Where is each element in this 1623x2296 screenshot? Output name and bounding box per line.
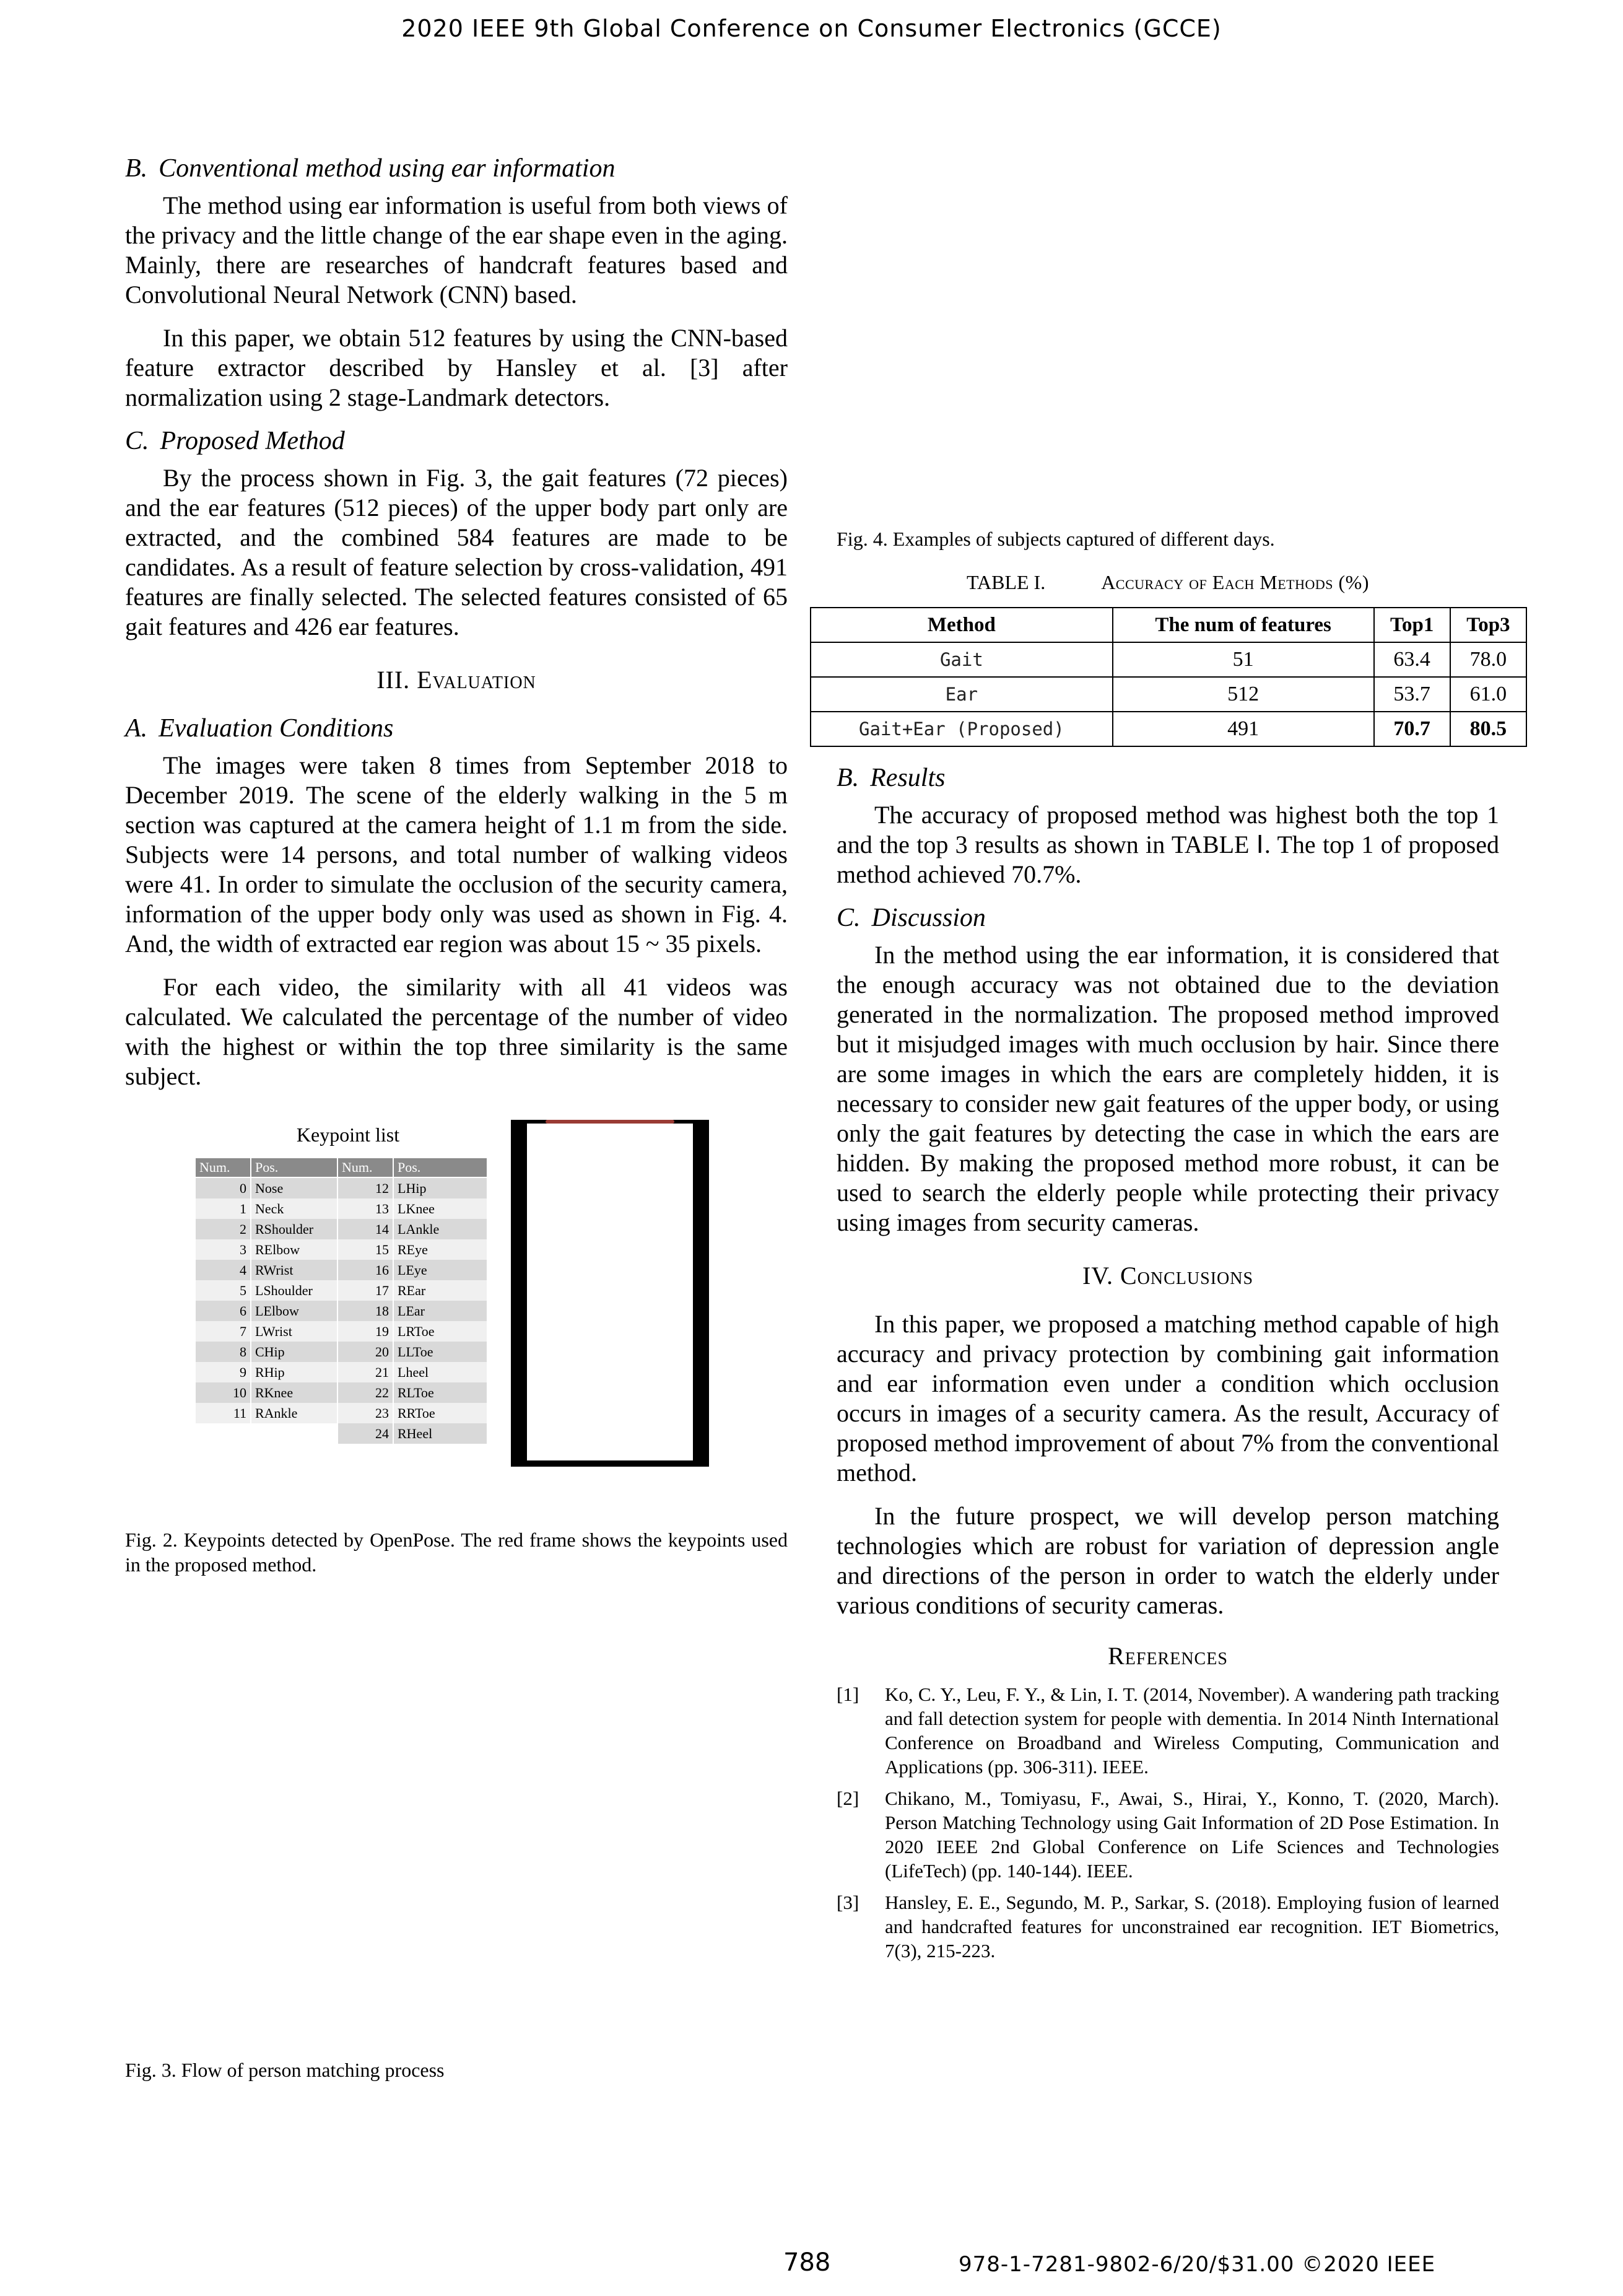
section-b-paragraph-1: The method using ear information is useful from both views of the privacy and the little change of the ear shape even in the aging. Mainly, there are researches of handcraft features based and Convolutional Neural Network (CNN) based. (125, 191, 788, 308)
keypoint-row (337, 1239, 487, 1260)
section-a-paragraph-1: The images were taken 8 times from September 2018 to December 2019. The scene of the elderly walking in the 5 m section was captured at the camera height of 1.1 m from the side. Subjects were 14 persons, and total number of walking videos were 41. In order to simulate the occlusion of the security camera, information of the upper body only was used as shown in Fig. 4. And, the width of extracted ear region was about 15 ~ 35 pixels. (125, 751, 788, 958)
keypoint-row (337, 1321, 487, 1342)
table-cell: 80.5 (1450, 712, 1526, 746)
figure-2 (125, 1122, 788, 1519)
table-row (811, 677, 1526, 712)
section-b-paragraph-2: In this paper, we obtain 512 features by using the CNN-based feature extractor described by Hansley et al. [3] after normalization using 2 stage-Landmark detectors. (125, 324, 788, 411)
keypoint-pos: RLToe (393, 1382, 487, 1403)
figure-4-caption: Fig. 4. Examples of subjects captured of different days. (837, 528, 1275, 550)
keypoint-row (195, 1219, 345, 1239)
keypoint-num: 20 (337, 1342, 393, 1362)
section-conclusions-title: IV. Conclusions (1082, 1262, 1254, 1290)
keypoint-row (195, 1382, 345, 1403)
keypoint-pos: CHip (251, 1342, 345, 1362)
figure-3-caption: Fig. 3. Flow of person matching process (125, 2059, 445, 2081)
figure-4-image-area (837, 142, 1499, 526)
keypoint-num: 1 (195, 1198, 251, 1219)
keypoint-num: 18 (337, 1301, 393, 1321)
keypoint-table-left (194, 1157, 346, 1423)
section-results-heading: B. Results (837, 764, 946, 792)
keypoint-pos: RHeel (393, 1423, 487, 1444)
table-cell: Gait (811, 642, 1113, 677)
keypoint-pos: LLToe (393, 1342, 487, 1362)
reference-number: [2] (837, 1787, 859, 1809)
keypoint-num: 7 (195, 1321, 251, 1342)
table-cell: 491 (1113, 712, 1374, 746)
section-discussion-heading: C. Discussion (837, 904, 986, 932)
keypoint-pos: RShoulder (251, 1219, 345, 1239)
keypoint-row (337, 1260, 487, 1280)
keypoint-num: 12 (337, 1177, 393, 1198)
reference-text: Ko, C. Y., Leu, F. Y., & Lin, I. T. (2014, November). A wandering path tracking and fall detection system for people with dementia. In 2014 Ninth International Conference on Broadband and Wireless Computing, Communication and Applications (pp. 306-311). IEEE. (885, 1683, 1499, 1778)
section-a-paragraph-2: For each video, the similarity with all 41 videos was calculated. We calculated the percentage of the number of video with the highest or within the top three similarity is the same subject. (125, 973, 788, 1090)
keypoint-col-pos: Pos. (251, 1158, 345, 1177)
keypoint-row (195, 1342, 345, 1362)
table-header-cell: Method (811, 608, 1113, 642)
table-row (811, 712, 1526, 746)
keypoint-row (195, 1260, 345, 1280)
keypoint-num: 2 (195, 1219, 251, 1239)
table-row (811, 642, 1526, 677)
keypoint-pos: RKnee (251, 1382, 345, 1403)
keypoint-num: 17 (337, 1280, 393, 1301)
page-number: 788 (783, 2248, 831, 2277)
keypoint-num: 6 (195, 1301, 251, 1321)
keypoint-pos: LShoulder (251, 1280, 345, 1301)
keypoint-row (337, 1198, 487, 1219)
reference-number: [1] (837, 1683, 859, 1705)
keypoint-row (195, 1301, 345, 1321)
conclusions-paragraph-2: In the future prospect, we will develop person matching technologies which are robust for variation of depression angle and directions of the person in order to watch the elderly under various conditions of security cameras. (837, 1502, 1499, 1619)
keypoint-pos: LAnkle (393, 1219, 487, 1239)
keypoint-row (337, 1362, 487, 1382)
openpose-figure-image (511, 1120, 709, 1467)
section-c-paragraph-1: By the process shown in Fig. 3, the gait features (72 pieces) and the ear features (512 pieces) of the upper body part only are extracted, and the combined 584 features are made to be candidates. As a result of feature selection by cross-validation, 491 features are finally selected. The selected features consisted of 65 gait features and 426 ear features. (125, 464, 788, 640)
keypoint-col-pos: Pos. (393, 1158, 487, 1177)
keypoint-pos: Neck (251, 1198, 345, 1219)
keypoint-row (195, 1321, 345, 1342)
keypoint-pos: LEye (393, 1260, 487, 1280)
keypoint-row (337, 1423, 487, 1444)
red-frame-marker (546, 1120, 674, 1124)
keypoint-pos: Nose (251, 1177, 345, 1198)
keypoint-row (337, 1280, 487, 1301)
keypoint-pos: LKnee (393, 1198, 487, 1219)
keypoint-row (337, 1219, 487, 1239)
keypoint-num: 23 (337, 1403, 393, 1423)
keypoint-num: 16 (337, 1260, 393, 1280)
keypoint-row (195, 1198, 345, 1219)
reference-text: Chikano, M., Tomiyasu, F., Awai, S., Hirai, Y., Konno, T. (2020, March). Person Matching Technology using Gait Information of 2D Pose Estimation. In 2020 IEEE 2nd Global Conference on Life Sciences and Technologies (LifeTech) (pp. 140-144). IEEE. (885, 1787, 1499, 1882)
keypoint-table-right (337, 1157, 488, 1444)
conclusions-paragraph-1: In this paper, we proposed a matching method capable of high accuracy and privacy protection by combining gait information and ear information even under a condition which occlusion occurs in images of a security camera. As the result, Accuracy of proposed method improvement of about 7% from the conventional method. (837, 1310, 1499, 1486)
table-cell: 512 (1113, 677, 1374, 712)
left-column (125, 142, 788, 2081)
keypoint-num: 10 (195, 1382, 251, 1403)
keypoint-num: 11 (195, 1403, 251, 1423)
table-cell: 70.7 (1374, 712, 1450, 746)
keypoint-pos: LElbow (251, 1301, 345, 1321)
copyright-isbn: 978-1-7281-9802-6/20/$31.00 ©2020 IEEE (959, 2252, 1436, 2277)
keypoint-num: 5 (195, 1280, 251, 1301)
keypoint-num: 19 (337, 1321, 393, 1342)
reference-number: [3] (837, 1892, 859, 1913)
section-c-heading: C. Proposed Method (125, 427, 345, 455)
reference-text: Hansley, E. E., Segundo, M. P., Sarkar, S. (2018). Employing fusion of learned and handcrafted features for unconstrained ear recognition. IET Biometrics, 7(3), 215-223. (885, 1892, 1499, 1962)
keypoint-col-num: Num. (337, 1158, 393, 1177)
keypoint-row (337, 1403, 487, 1423)
keypoint-pos: RAnkle (251, 1403, 345, 1423)
keypoint-num: 4 (195, 1260, 251, 1280)
keypoint-row (195, 1177, 345, 1198)
keypoint-pos: Lheel (393, 1362, 487, 1382)
keypoint-pos: LRToe (393, 1321, 487, 1342)
right-column (837, 142, 1510, 1970)
keypoint-pos: RRToe (393, 1403, 487, 1423)
keypoint-num: 8 (195, 1342, 251, 1362)
keypoint-num: 24 (337, 1423, 393, 1444)
references-title: References (1108, 1642, 1228, 1670)
table-header-cell: The num of features (1113, 608, 1374, 642)
section-a-heading: A. Evaluation Conditions (125, 714, 394, 743)
keypoint-pos: LEar (393, 1301, 487, 1321)
keypoint-num: 3 (195, 1239, 251, 1260)
table-cell: Ear (811, 677, 1113, 712)
keypoint-pos: RWrist (251, 1260, 345, 1280)
keypoint-num: 13 (337, 1198, 393, 1219)
running-header: 2020 IEEE 9th Global Conference on Consumer Electronics (GCCE) (401, 15, 1222, 42)
keypoint-pos: LHip (393, 1177, 487, 1198)
section-b-heading: B. Conventional method using ear information (125, 154, 616, 183)
reference-item (837, 1890, 1499, 1963)
keypoint-num: 14 (337, 1219, 393, 1239)
keypoint-num: 9 (195, 1362, 251, 1382)
table-header-cell: Top3 (1450, 608, 1526, 642)
keypoint-row (337, 1382, 487, 1403)
keypoint-num: 22 (337, 1382, 393, 1403)
reference-item (837, 1786, 1499, 1883)
keypoint-num: 21 (337, 1362, 393, 1382)
results-paragraph: The accuracy of proposed method was highest both the top 1 and the top 3 results as shown in TABLE Ⅰ. The top 1 of proposed method achieved 70.7%. (837, 801, 1499, 888)
keypoint-list-title: Keypoint list (296, 1124, 400, 1146)
table-cell: 61.0 (1450, 677, 1526, 712)
keypoint-col-num: Num. (195, 1158, 251, 1177)
table-cell: 51 (1113, 642, 1374, 677)
keypoint-row (337, 1301, 487, 1321)
table-cell: 78.0 (1450, 642, 1526, 677)
keypoint-num: 0 (195, 1177, 251, 1198)
keypoint-row (195, 1239, 345, 1260)
figure-2-caption: Fig. 2. Keypoints detected by OpenPose. The red frame shows the keypoints used in the proposed method. (125, 1529, 788, 1576)
keypoint-pos: REye (393, 1239, 487, 1260)
table-cell: 63.4 (1374, 642, 1450, 677)
keypoint-pos: LWrist (251, 1321, 345, 1342)
keypoint-row (195, 1362, 345, 1382)
section-evaluation-title: III. Evaluation (376, 666, 536, 694)
keypoint-row (337, 1342, 487, 1362)
reference-item (837, 1682, 1499, 1779)
keypoint-row (195, 1403, 345, 1423)
table-1-caption: TABLE I. Accuracy of Each Methods (%) (967, 571, 1369, 593)
accuracy-table (810, 607, 1527, 747)
keypoint-pos: RElbow (251, 1239, 345, 1260)
references-list (837, 1682, 1499, 1963)
table-cell: 53.7 (1374, 677, 1450, 712)
keypoint-pos: RHip (251, 1362, 345, 1382)
table-cell: Gait+Ear (Proposed) (811, 712, 1113, 746)
keypoint-row (337, 1177, 487, 1198)
keypoint-pos: REar (393, 1280, 487, 1301)
keypoint-row (195, 1280, 345, 1301)
table-header-cell: Top1 (1374, 608, 1450, 642)
discussion-paragraph: In the method using the ear information, it is considered that the enough accuracy was not obtained due to the deviation generated in the normalization. The proposed method improved but it misjudged images with much occlusion by hair. Since there are some images in which the ears are completely hidden, it is necessary to consider new gait features of the upper body, or using only the gait features by detecting the case in which the ears are hidden. By making the proposed method more robust, it can be used to search the elderly people while protecting their privacy using images from security cameras. (837, 941, 1499, 1236)
keypoint-num: 15 (337, 1239, 393, 1260)
